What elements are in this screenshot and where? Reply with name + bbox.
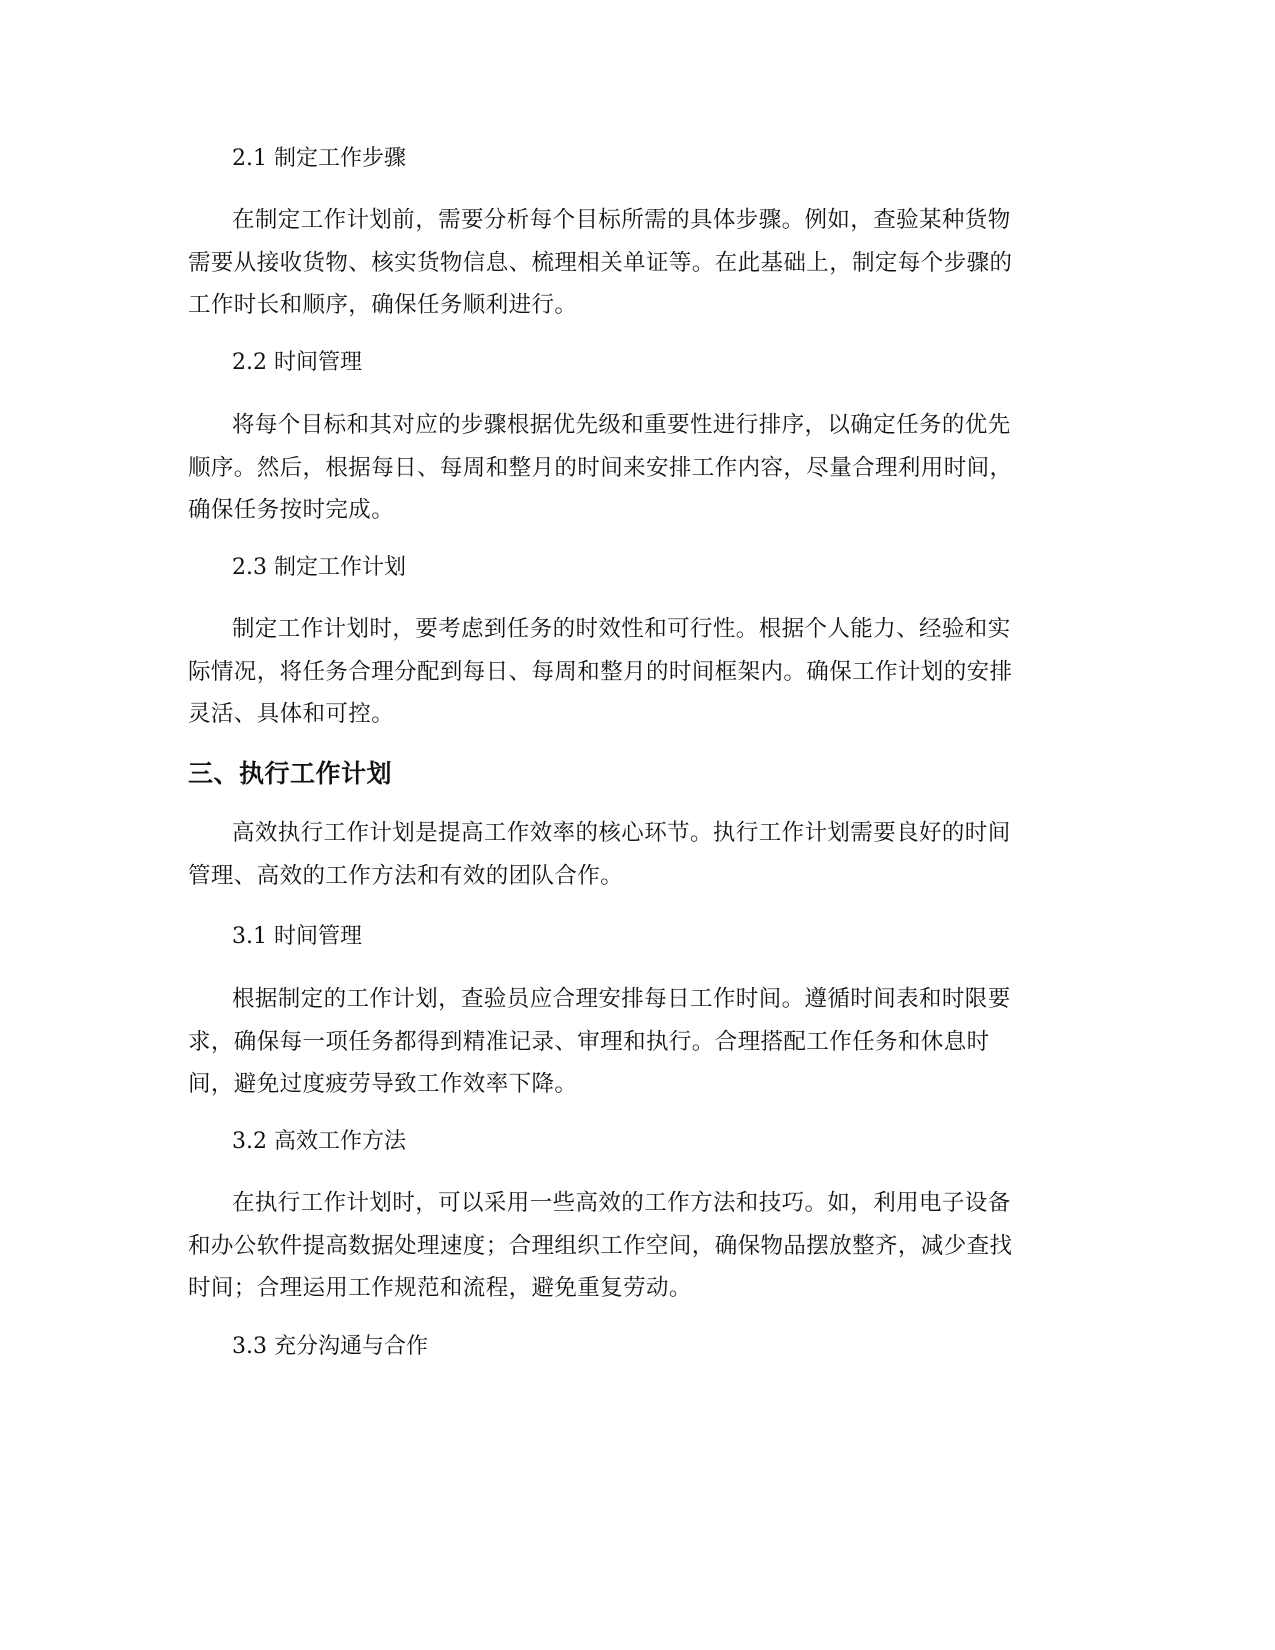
paragraph-line: 间，避免过度疲劳导致工作效率下降。: [188, 1071, 578, 1097]
section-paragraph-2-1: [188, 199, 1088, 327]
section-paragraph-3-2: [188, 1182, 1088, 1310]
section-heading-3-1: 3.1 时间管理: [232, 924, 362, 949]
paragraph-line: 将每个目标和其对应的步骤根据优先级和重要性进行排序，以确定任务的优先: [232, 412, 1011, 438]
paragraph-line: 际情况，将任务合理分配到每日、每周和整月的时间框架内。确保工作计划的安排: [188, 658, 1013, 685]
section-paragraph-2-2: [188, 404, 1088, 532]
paragraph-line: 在执行工作计划时，可以采用一些高效的工作方法和技巧。如，利用电子设备: [232, 1190, 1011, 1216]
section-paragraph-2-3: [188, 608, 1088, 736]
section-paragraph-3-1: [188, 978, 1088, 1106]
paragraph-line: 工作时长和顺序，确保任务顺利进行。: [188, 292, 578, 318]
section-heading-2-2: 2.2 时间管理: [232, 350, 362, 375]
paragraph-line: 顺序。然后，根据每日、每周和整月的时间来安排工作内容，尽量合理利用时间，: [188, 454, 1013, 481]
paragraph-line: 制定工作计划时，要考虑到任务的时效性和可行性。根据个人能力、经验和实: [232, 616, 1011, 642]
paragraph-line: 和办公软件提高数据处理速度；合理组织工作空间，确保物品摆放整齐，减少查找: [188, 1232, 1013, 1259]
paragraph-line: 根据制定的工作计划，查验员应合理安排每日工作时间。遵循时间表和时限要: [232, 986, 1011, 1012]
paragraph-line: 灵活、具体和可控。: [188, 701, 395, 727]
section-heading-2-3: 2.3 制定工作计划: [232, 555, 406, 580]
section-heading-3-3: 3.3 充分沟通与合作: [232, 1334, 428, 1359]
paragraph-line: 确保任务按时完成。: [188, 497, 395, 523]
paragraph-line: 求，确保每一项任务都得到精准记录、审理和执行。合理搭配工作任务和休息时: [188, 1028, 990, 1055]
chapter-heading-3: 三、执行工作计划: [188, 759, 393, 788]
section-heading-3-2: 3.2 高效工作方法: [232, 1129, 406, 1154]
chapter-intro-paragraph: [188, 812, 1088, 897]
paragraph-line: 时间；合理运用工作规范和流程，避免重复劳动。: [188, 1275, 692, 1301]
paragraph-line: 高效执行工作计划是提高工作效率的核心环节。执行工作计划需要良好的时间: [232, 820, 1011, 846]
paragraph-line: 在制定工作计划前，需要分析每个目标所需的具体步骤。例如，查验某种货物: [232, 207, 1011, 233]
paragraph-line: 需要从接收货物、核实货物信息、梳理相关单证等。在此基础上，制定每个步骤的: [188, 249, 1013, 276]
paragraph-line: 管理、高效的工作方法和有效的团队合作。: [188, 862, 624, 889]
section-heading-2-1: 2.1 制定工作步骤: [232, 146, 406, 171]
